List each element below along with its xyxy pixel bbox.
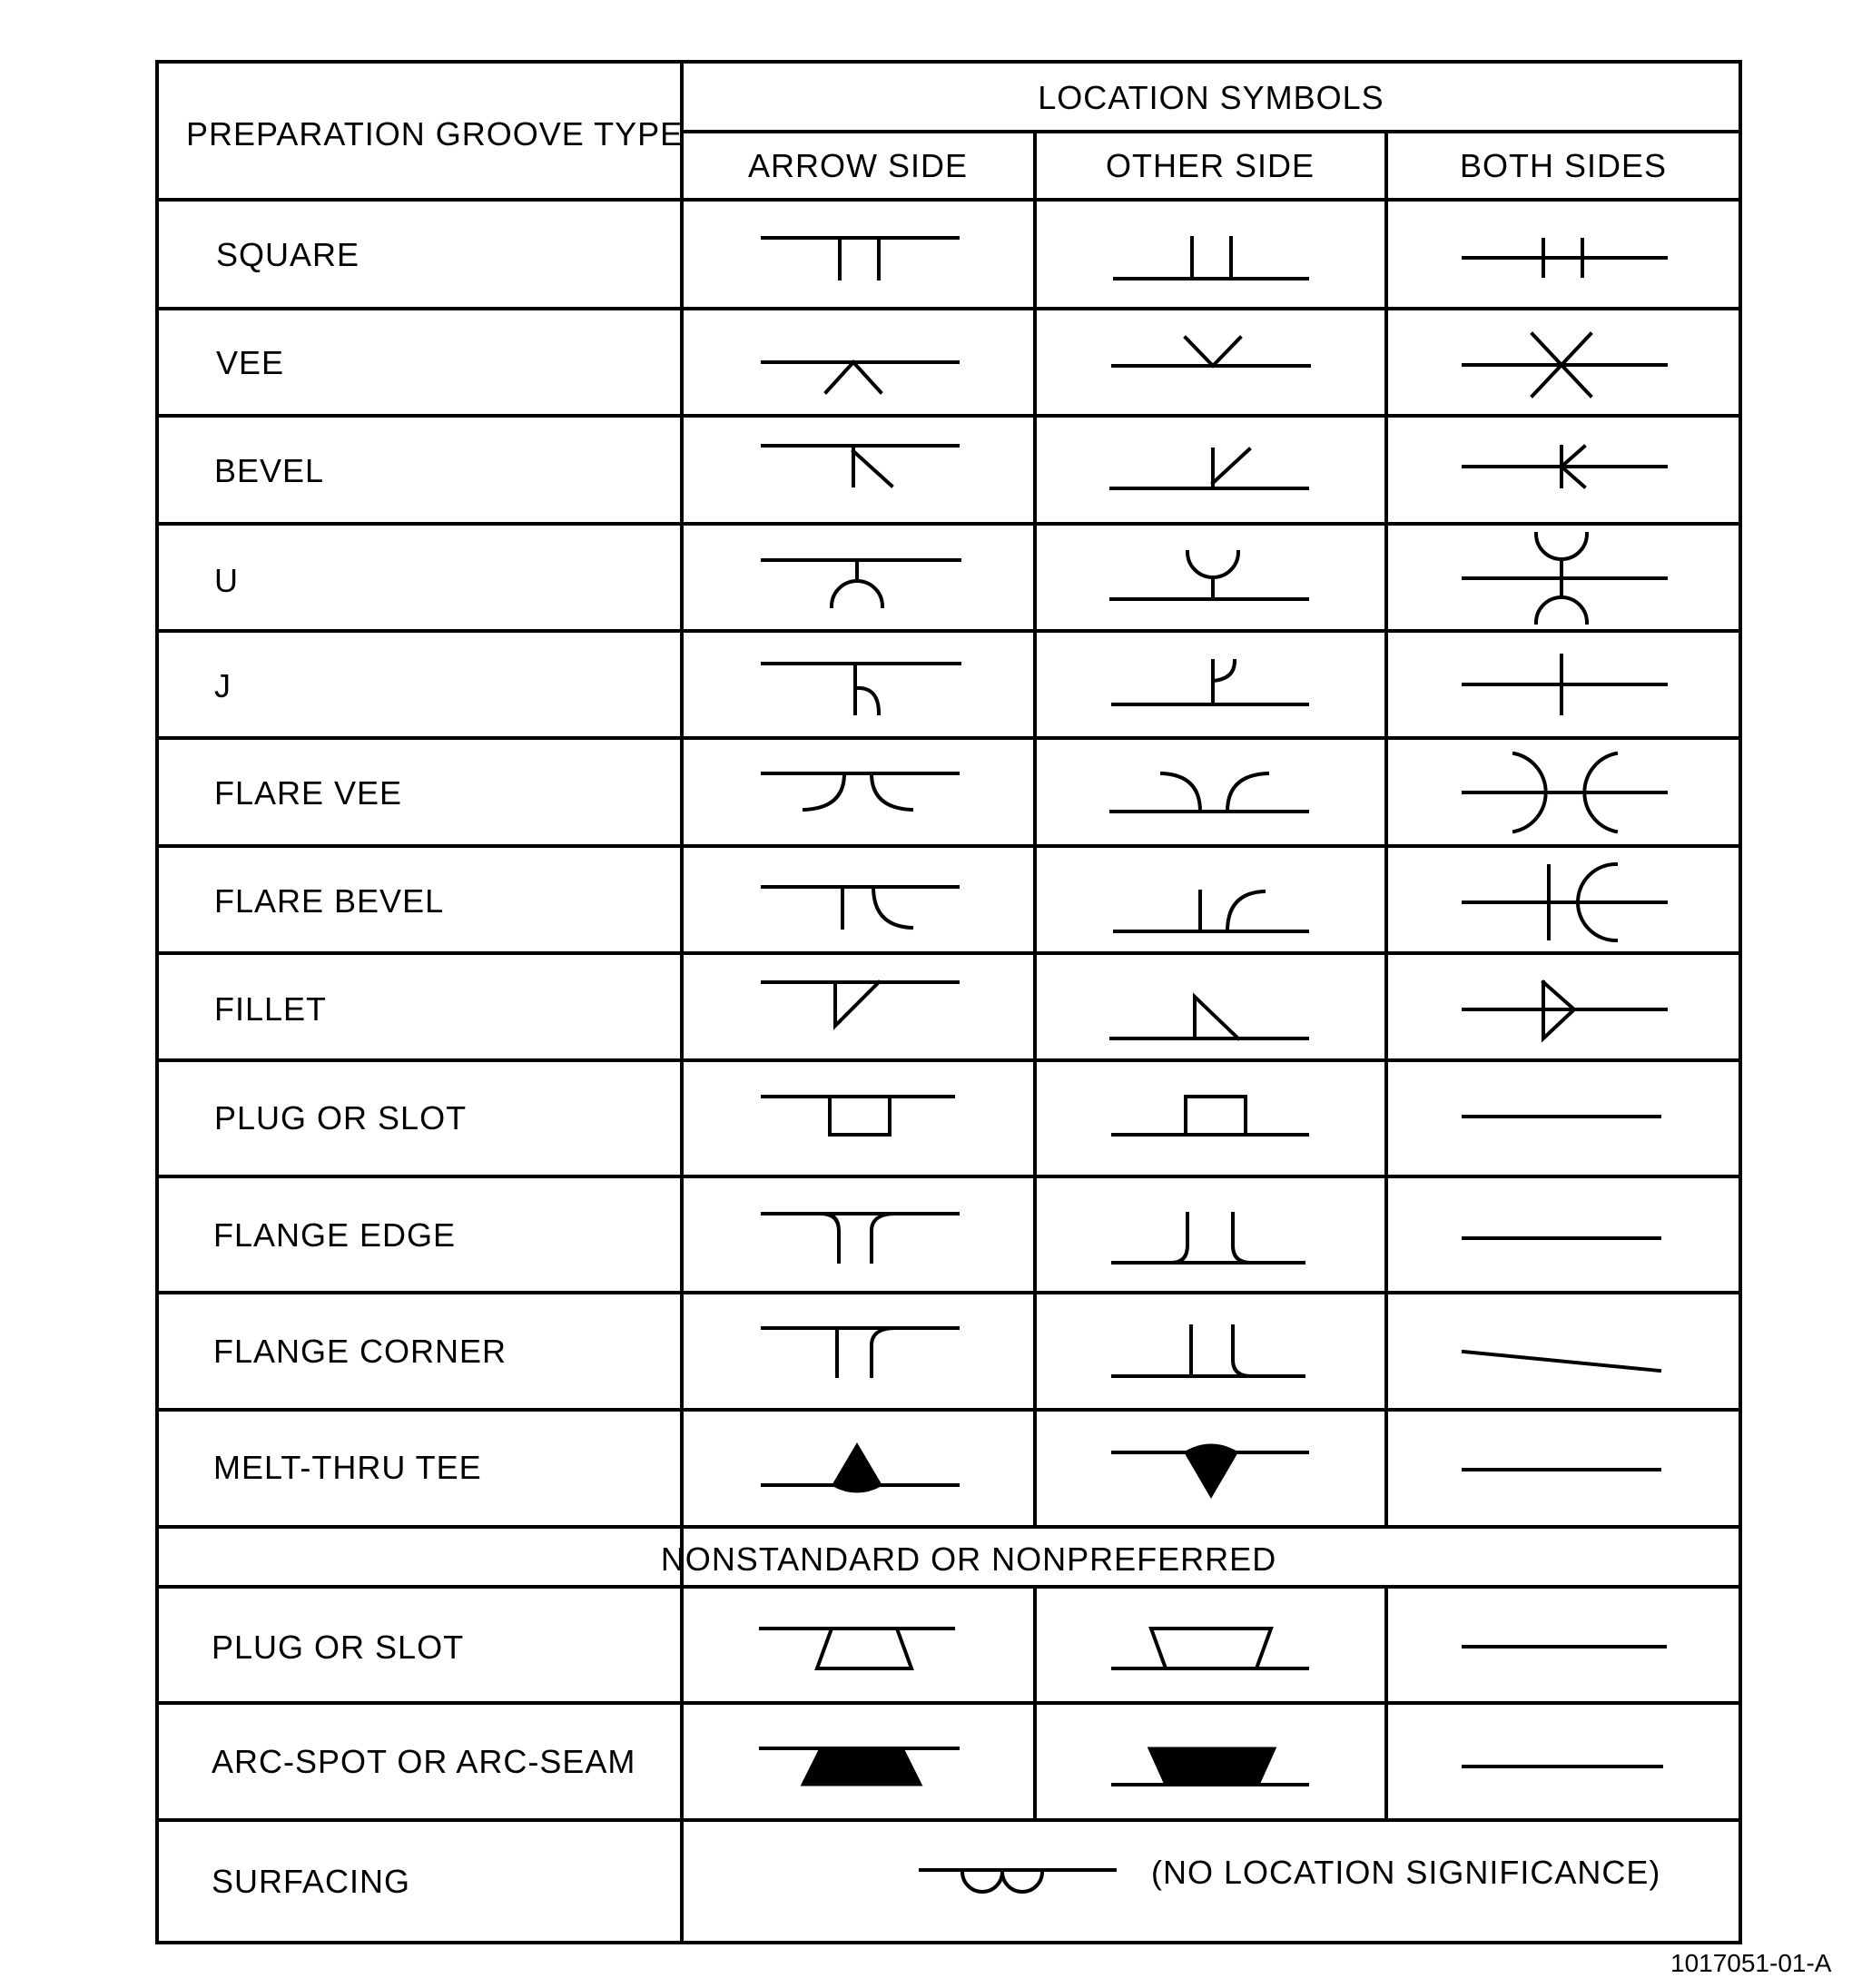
header-both-sides: BOTH SIDES xyxy=(1459,147,1668,184)
row-label-fillet: FILLET xyxy=(214,990,328,1028)
row-label-bevel: BEVEL xyxy=(214,452,325,489)
symbol-fillet-other-side xyxy=(1111,997,1307,1038)
surfacing-note: (NO LOCATION SIGNIFICANCE) xyxy=(1151,1854,1661,1891)
row-label-vee: VEE xyxy=(216,344,285,381)
nonstandard-header: NONSTANDARD OR NONPREFERRED xyxy=(660,1540,1277,1578)
symbol-flare-bevel-other-side xyxy=(1115,891,1307,931)
symbol-j-arrow-side xyxy=(763,664,960,714)
row-label-flare-vee: FLARE VEE xyxy=(214,774,403,812)
symbol-plug-or-slot-other-side xyxy=(1113,1097,1307,1135)
symbol-bevel-arrow-side xyxy=(763,446,958,486)
symbol-flange-edge-arrow-side xyxy=(763,1214,958,1262)
symbol-flange-corner-other-side xyxy=(1113,1326,1304,1376)
symbol-arc-spot-arrow-side xyxy=(761,1748,958,1785)
symbol-flare-vee-both-sides xyxy=(1463,753,1666,832)
symbol-flare-vee-arrow-side xyxy=(763,773,958,810)
symbol-plug-or-slot-arrow-side xyxy=(763,1097,953,1135)
symbol-vee-other-side xyxy=(1113,338,1309,366)
symbol-flare-vee-other-side xyxy=(1111,773,1307,812)
header-location-symbols: LOCATION SYMBOLS xyxy=(1038,79,1384,116)
row-label-nonstandard-plug-or-slot: PLUG OR SLOT xyxy=(212,1629,465,1666)
row-label-plug-or-slot: PLUG OR SLOT xyxy=(214,1099,468,1137)
reference-code: 1017051-01-A xyxy=(1670,1949,1832,1977)
symbol-vee-both-sides xyxy=(1463,334,1666,396)
symbol-square-other-side xyxy=(1115,238,1307,279)
row-label-flange-corner: FLANGE CORNER xyxy=(213,1333,507,1370)
symbol-u-both-sides xyxy=(1463,534,1666,623)
symbol-flange-edge-other-side xyxy=(1113,1214,1304,1263)
symbol-j-other-side xyxy=(1113,661,1307,704)
header-arrow-side: ARROW SIDE xyxy=(747,147,969,184)
header-groove-type: PREPARATION GROOVE TYPE xyxy=(186,115,684,153)
symbol-u-arrow-side xyxy=(763,560,960,606)
symbol-arc-spot-other-side xyxy=(1113,1748,1307,1785)
row-label-flange-edge: FLANGE EDGE xyxy=(213,1216,457,1254)
row-label-arc-spot-or-arc-seam: ARC-SPOT OR ARC-SEAM xyxy=(212,1743,636,1780)
symbol-melt-thru-tee-arrow-side xyxy=(763,1445,958,1491)
symbol-melt-thru-tee-other-side xyxy=(1113,1445,1307,1496)
symbol-bevel-other-side xyxy=(1111,449,1307,488)
symbol-flange-corner-arrow-side xyxy=(763,1328,958,1376)
symbol-u-other-side xyxy=(1111,552,1307,599)
row-label-flare-bevel: FLARE BEVEL xyxy=(214,882,445,920)
symbol-bevel-both-sides xyxy=(1463,447,1666,487)
symbol-flare-bevel-both-sides xyxy=(1463,864,1666,940)
symbol-square-arrow-side xyxy=(763,238,958,279)
row-label-surfacing: SURFACING xyxy=(212,1863,411,1900)
row-label-u: U xyxy=(214,562,239,599)
symbol-fillet-arrow-side xyxy=(763,982,958,1026)
row-label-square: SQUARE xyxy=(216,236,360,273)
symbol-j-both-sides xyxy=(1463,655,1666,714)
row-label-j: J xyxy=(214,667,232,704)
symbol-vee-arrow-side xyxy=(763,362,958,392)
symbol-flare-bevel-arrow-side xyxy=(763,887,958,928)
symbol-surfacing xyxy=(921,1870,1115,1892)
header-other-side: OTHER SIDE xyxy=(1105,147,1315,184)
symbol-trapezoid-plug-arrow-side xyxy=(761,1629,953,1668)
row-label-melt-thru-tee: MELT-THRU TEE xyxy=(213,1449,482,1486)
symbol-square-both-sides xyxy=(1463,240,1666,276)
symbol-flange-corner-both-sides xyxy=(1463,1352,1660,1371)
symbol-fillet-both-sides xyxy=(1463,982,1666,1038)
symbol-trapezoid-plug-other-side xyxy=(1113,1629,1307,1668)
